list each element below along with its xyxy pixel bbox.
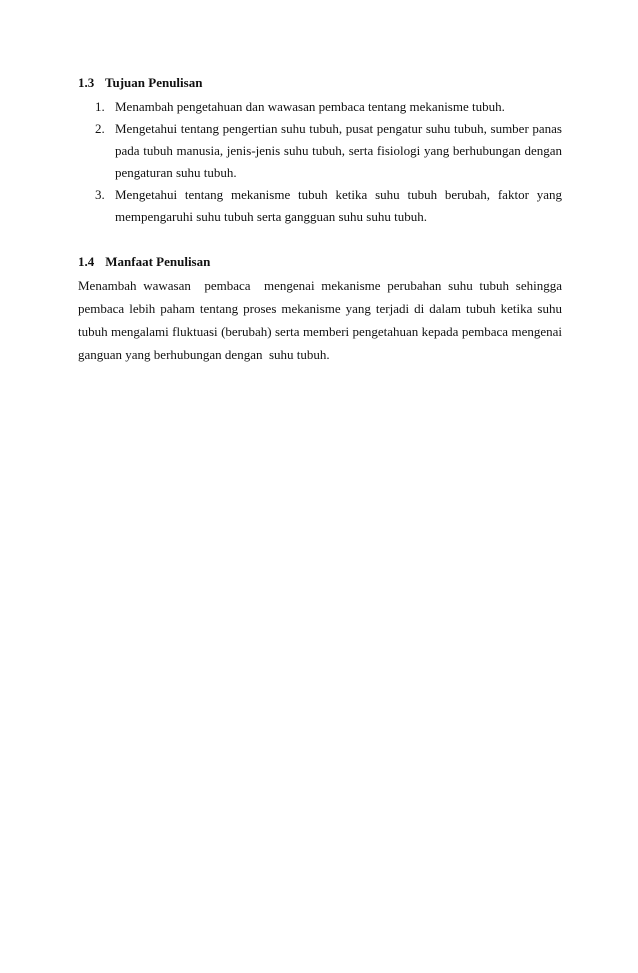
section-number: 1.3 bbox=[78, 75, 95, 90]
list-marker: 3. bbox=[95, 187, 105, 202]
section-heading-tujuan bbox=[78, 75, 202, 91]
section-title: Tujuan Penulisan bbox=[105, 75, 203, 90]
manfaat-paragraph: Menambah wawasan pembaca mengenai mekanisme perubahan suhu tubuh sehingga pembaca lebih paham tentang proses mekanisme yang terjadi di dalam tubuh ketika suhu tubuh mengalami fluktuasi (berubah) serta memberi pengetahuan kepada pembaca mengenai ganguan yang berhubungan dengan suhu tubuh. bbox=[78, 278, 566, 362]
list-marker: 2. bbox=[95, 121, 105, 136]
list-item-text: Menambah pengetahuan dan wawasan pembaca tentang mekanisme tubuh. bbox=[115, 99, 505, 114]
list-item-text: Mengetahui tentang mekanisme tubuh ketika suhu tubuh berubah, faktor yang mempengaruhi suhu tubuh serta gangguan suhu suhu tubuh. bbox=[115, 187, 562, 224]
section-title: Manfaat Penulisan bbox=[105, 254, 211, 269]
section-heading-manfaat bbox=[78, 254, 210, 270]
section-number: 1.4 bbox=[78, 254, 95, 269]
list-item bbox=[95, 118, 562, 184]
tujuan-list bbox=[95, 96, 562, 228]
list-marker: 1. bbox=[95, 99, 105, 114]
list-item bbox=[95, 96, 562, 118]
list-item-text: Mengetahui tentang pengertian suhu tubuh, pusat pengatur suhu tubuh, sumber panas pada tubuh manusia, jenis-jenis suhu tubuh, serta fisiologi yang berhubungan dengan pengaturan suhu tubuh. bbox=[115, 121, 562, 180]
list-item bbox=[95, 184, 562, 228]
